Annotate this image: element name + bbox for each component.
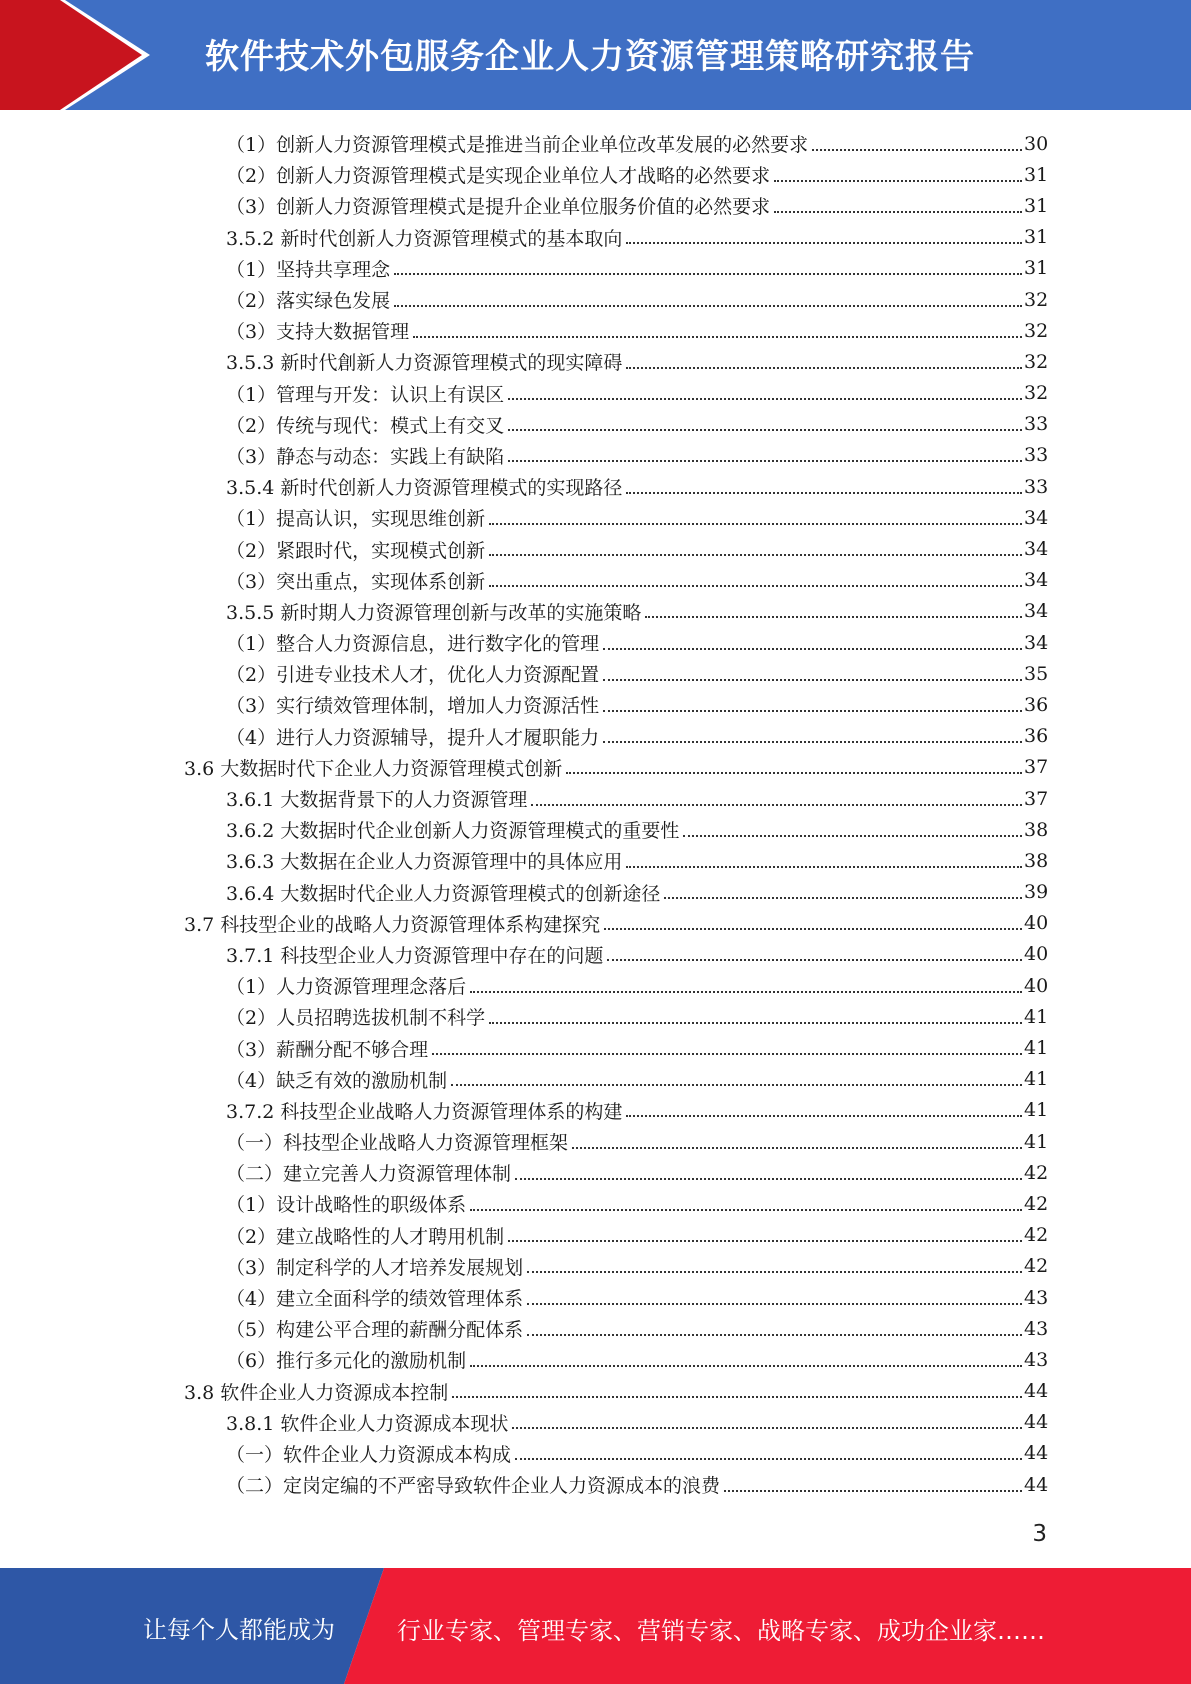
toc-entry[interactable] — [0, 814, 1191, 845]
toc-entry-title: （一）科技型企业战略人力资源管理框架 — [226, 1132, 569, 1155]
toc-entry-page: 38 — [1024, 849, 1049, 872]
toc-entry[interactable] — [0, 721, 1191, 752]
toc-dot-leader — [626, 242, 1022, 244]
toc-entry-page: 41 — [1024, 1068, 1049, 1091]
toc-entry[interactable] — [0, 752, 1191, 783]
toc-entry[interactable] — [0, 1251, 1191, 1282]
toc-entry[interactable] — [0, 1313, 1191, 1344]
toc-entry[interactable] — [0, 1032, 1191, 1063]
toc-entry-page: 37 — [1024, 756, 1049, 779]
toc-dot-leader — [451, 1084, 1022, 1086]
toc-entry[interactable] — [0, 409, 1191, 440]
toc-entry-title: （1）设计战略性的职级体系 — [226, 1194, 467, 1217]
toc-dot-leader — [603, 679, 1022, 681]
toc-entry-title: （2）落实绿色发展 — [226, 290, 391, 313]
toc-dot-leader — [508, 429, 1022, 431]
toc-entry[interactable] — [0, 1001, 1191, 1032]
toc-entry[interactable] — [0, 970, 1191, 1001]
toc-entry[interactable] — [0, 1469, 1191, 1500]
header-banner — [0, 0, 1191, 110]
toc-entry[interactable] — [0, 908, 1191, 939]
toc-dot-leader — [527, 1303, 1022, 1305]
footer-slogan-right: 行业专家、管理专家、营销专家、战略专家、成功企业家…… — [397, 1617, 1045, 1645]
toc-entry[interactable] — [0, 1344, 1191, 1375]
toc-dot-leader — [394, 273, 1022, 275]
toc-entry-title: （2）紧跟时代，实现模式创新 — [226, 539, 486, 562]
header-arrow-icon — [0, 0, 160, 110]
toc-entry[interactable] — [0, 1407, 1191, 1438]
toc-entry[interactable] — [0, 502, 1191, 533]
toc-entry[interactable] — [0, 253, 1191, 284]
footer-banner — [0, 1568, 1191, 1684]
toc-entry-page: 41 — [1024, 1130, 1049, 1153]
toc-entry[interactable] — [0, 284, 1191, 315]
toc-dot-leader — [607, 959, 1022, 961]
toc-dot-leader — [470, 1209, 1022, 1211]
toc-entry-page: 40 — [1024, 943, 1049, 966]
toc-entry-page: 43 — [1024, 1286, 1049, 1309]
toc-entry-title: （4）进行人力资源辅导，提升人才履职能力 — [226, 726, 600, 749]
toc-entry-page: 31 — [1024, 163, 1049, 186]
toc-dot-leader — [470, 991, 1022, 993]
toc-dot-leader — [604, 928, 1022, 930]
toc-dot-leader — [626, 866, 1022, 868]
toc-dot-leader — [508, 460, 1022, 462]
toc-entry-title: 3.5.4 新时代创新人力资源管理模式的实现路径 — [226, 477, 623, 500]
toc-entry-page: 38 — [1024, 818, 1049, 841]
toc-entry-page: 32 — [1024, 350, 1049, 373]
toc-dot-leader — [603, 648, 1022, 650]
toc-dot-leader — [664, 897, 1022, 899]
toc-entry-title: （1）人力资源管理理念落后 — [226, 976, 467, 999]
toc-entry-page: 41 — [1024, 1037, 1049, 1060]
toc-entry-title: 3.5.3 新时代創新人力资源管理模式的现实障碍 — [226, 352, 623, 375]
toc-dot-leader — [812, 149, 1022, 151]
toc-entry-title: 3.8.1 软件企业人力资源成本现状 — [226, 1412, 509, 1435]
toc-entry-title: （1）整合人力资源信息，进行数字化的管理 — [226, 633, 600, 656]
toc-dot-leader — [527, 1271, 1022, 1273]
toc-dot-leader — [603, 741, 1022, 743]
toc-entry-page: 44 — [1024, 1380, 1049, 1403]
toc-dot-leader — [527, 1334, 1022, 1336]
toc-dot-leader — [489, 523, 1022, 525]
toc-entry-title: （6）推行多元化的激励机制 — [226, 1350, 467, 1373]
toc-dot-leader — [626, 367, 1022, 369]
toc-entry[interactable] — [0, 877, 1191, 908]
toc-entry-page: 31 — [1024, 226, 1049, 249]
toc-entry-title: 3.8 软件企业人力资源成本控制 — [184, 1381, 449, 1404]
toc-entry-title: （2）传统与现代：模式上有交叉 — [226, 414, 505, 437]
toc-entry-page: 33 — [1024, 444, 1049, 467]
toc-entry-title: 3.6.3 大数据在企业人力资源管理中的具体应用 — [226, 851, 623, 874]
toc-entry-title: （2）创新人力资源管理模式是实现企业单位人才战略的必然要求 — [226, 165, 771, 188]
toc-entry-title: 3.7.1 科技型企业人力资源管理中存在的问题 — [226, 944, 604, 967]
toc-entry-title: （4）建立全面科学的绩效管理体系 — [226, 1288, 524, 1311]
toc-entry-title: （2）人员招聘选拔机制不科学 — [226, 1007, 486, 1030]
toc-dot-leader — [645, 616, 1022, 618]
toc-entry-title: （4）缺乏有效的激励机制 — [226, 1069, 448, 1092]
toc-entry-title: （3）支持大数据管理 — [226, 321, 410, 344]
toc-entry[interactable] — [0, 1282, 1191, 1313]
toc-dot-leader — [683, 835, 1022, 837]
table-of-contents — [0, 128, 1191, 1500]
toc-entry[interactable] — [0, 1376, 1191, 1407]
toc-entry-title: （3）制定科学的人才培养发展规划 — [226, 1256, 524, 1279]
toc-dot-leader — [394, 305, 1022, 307]
toc-entry-title: （1）创新人力资源管理模式是推进当前企业单位改革发展的必然要求 — [226, 134, 809, 157]
toc-dot-leader — [603, 710, 1022, 712]
toc-dot-leader — [531, 804, 1022, 806]
toc-entry-title: 3.6.4 大数据时代企业人力资源管理模式的创新途径 — [226, 882, 661, 905]
toc-entry-title: （3）突出重点，实现体系创新 — [226, 570, 486, 593]
toc-entry[interactable] — [0, 128, 1191, 159]
toc-entry-page: 33 — [1024, 413, 1049, 436]
toc-entry-page: 42 — [1024, 1161, 1049, 1184]
toc-entry[interactable] — [0, 1126, 1191, 1157]
toc-entry-page: 40 — [1024, 974, 1049, 997]
toc-entry-title: （1）管理与开发：认识上有误区 — [226, 383, 505, 406]
toc-entry-page: 34 — [1024, 600, 1049, 623]
toc-entry[interactable] — [0, 533, 1191, 564]
toc-entry-page: 34 — [1024, 538, 1049, 561]
toc-entry-title: （2）引进专业技术人才，优化人力资源配置 — [226, 664, 600, 687]
toc-entry-page: 43 — [1024, 1348, 1049, 1371]
toc-entry-page: 32 — [1024, 382, 1049, 405]
toc-entry-page: 42 — [1024, 1192, 1049, 1215]
toc-entry[interactable] — [0, 222, 1191, 253]
toc-entry[interactable] — [0, 1095, 1191, 1126]
toc-entry[interactable] — [0, 315, 1191, 346]
toc-dot-leader — [508, 398, 1022, 400]
toc-entry[interactable] — [0, 1064, 1191, 1095]
toc-entry[interactable] — [0, 346, 1191, 377]
toc-entry-page: 41 — [1024, 1099, 1049, 1122]
toc-dot-leader — [515, 1458, 1022, 1460]
toc-entry[interactable] — [0, 378, 1191, 409]
toc-entry[interactable] — [0, 596, 1191, 627]
toc-entry-page: 31 — [1024, 194, 1049, 217]
toc-entry[interactable] — [0, 440, 1191, 471]
toc-entry[interactable] — [0, 627, 1191, 658]
toc-dot-leader — [626, 492, 1022, 494]
toc-entry-title: 3.6.1 大数据背景下的人力资源管理 — [226, 789, 528, 812]
toc-entry-page: 33 — [1024, 475, 1049, 498]
toc-entry-title: 3.5.2 新时代创新人力资源管理模式的基本取向 — [226, 227, 623, 250]
toc-dot-leader — [508, 1240, 1022, 1242]
toc-entry-page: 37 — [1024, 787, 1049, 810]
toc-entry[interactable] — [0, 1220, 1191, 1251]
toc-entry[interactable] — [0, 939, 1191, 970]
toc-entry[interactable] — [0, 658, 1191, 689]
toc-entry-page: 36 — [1024, 693, 1049, 716]
toc-entry-page: 42 — [1024, 1224, 1049, 1247]
toc-entry[interactable] — [0, 845, 1191, 876]
toc-dot-leader — [774, 180, 1022, 182]
toc-entry-page: 41 — [1024, 1005, 1049, 1028]
toc-entry-page: 30 — [1024, 132, 1049, 155]
toc-entry-title: （二）建立完善人力资源管理体制 — [226, 1163, 512, 1186]
toc-entry-page: 34 — [1024, 569, 1049, 592]
toc-dot-leader — [489, 554, 1022, 556]
toc-entry-page: 32 — [1024, 319, 1049, 342]
toc-dot-leader — [572, 1147, 1022, 1149]
toc-entry-title: （1）提高认识，实现思维创新 — [226, 508, 486, 531]
toc-entry-title: （3）实行绩效管理体制，增加人力资源活性 — [226, 695, 600, 718]
toc-entry-page: 44 — [1024, 1411, 1049, 1434]
toc-entry-page: 34 — [1024, 631, 1049, 654]
toc-dot-leader — [470, 1365, 1022, 1367]
toc-entry[interactable] — [0, 159, 1191, 190]
toc-dot-leader — [512, 1427, 1022, 1429]
toc-entry-title: （3）薪酬分配不够合理 — [226, 1038, 429, 1061]
toc-entry-page: 42 — [1024, 1255, 1049, 1278]
toc-dot-leader — [489, 585, 1022, 587]
toc-entry-title: （二）定岗定编的不严密导致软件企业人力资源成本的浪费 — [226, 1475, 721, 1498]
toc-entry-page: 39 — [1024, 881, 1049, 904]
toc-entry[interactable] — [0, 1438, 1191, 1469]
toc-entry-page: 40 — [1024, 912, 1049, 935]
toc-entry[interactable] — [0, 190, 1191, 221]
toc-entry-title: 3.5.5 新时期人力资源管理创新与改革的实施策略 — [226, 601, 642, 624]
toc-entry[interactable] — [0, 1188, 1191, 1219]
page-number: 3 — [1032, 1521, 1047, 1547]
toc-dot-leader — [432, 1053, 1022, 1055]
toc-dot-leader — [724, 1490, 1022, 1492]
toc-entry-title: 3.7 科技型企业的战略人力资源管理体系构建探究 — [184, 913, 601, 936]
toc-entry[interactable] — [0, 783, 1191, 814]
toc-entry-title: 3.6.2 大数据时代企业创新人力资源管理模式的重要性 — [226, 820, 680, 843]
toc-dot-leader — [774, 211, 1022, 213]
toc-entry-page: 31 — [1024, 257, 1049, 280]
toc-entry-title: 3.6 大数据时代下企业人力资源管理模式创新 — [184, 757, 563, 780]
toc-entry-page: 35 — [1024, 662, 1049, 685]
toc-entry-page: 34 — [1024, 506, 1049, 529]
document-title: 软件技术外包服务企业人力资源管理策略研究报告 — [205, 37, 975, 77]
toc-entry-title: （3）静态与动态：实践上有缺陷 — [226, 445, 505, 468]
toc-entry[interactable] — [0, 1157, 1191, 1188]
toc-entry-page: 44 — [1024, 1473, 1049, 1496]
toc-entry-page: 44 — [1024, 1442, 1049, 1465]
toc-dot-leader — [413, 336, 1022, 338]
toc-dot-leader — [489, 1022, 1022, 1024]
toc-entry-title: （2）建立战略性的人才聘用机制 — [226, 1225, 505, 1248]
toc-entry-page: 43 — [1024, 1317, 1049, 1340]
toc-dot-leader — [566, 772, 1022, 774]
toc-dot-leader — [452, 1396, 1022, 1398]
footer-slogan-left: 让每个人都能成为 — [143, 1616, 335, 1644]
toc-entry-title: （1）坚持共享理念 — [226, 258, 391, 281]
toc-entry[interactable] — [0, 689, 1191, 720]
toc-dot-leader — [626, 1115, 1022, 1117]
toc-entry[interactable] — [0, 471, 1191, 502]
toc-entry[interactable] — [0, 565, 1191, 596]
toc-entry-page: 32 — [1024, 288, 1049, 311]
toc-entry-title: （5）构建公平合理的薪酬分配体系 — [226, 1319, 524, 1342]
toc-entry-title: （3）创新人力资源管理模式是提升企业单位服务价值的必然要求 — [226, 196, 771, 219]
toc-entry-page: 36 — [1024, 725, 1049, 748]
toc-entry-title: （一）软件企业人力资源成本构成 — [226, 1443, 512, 1466]
toc-dot-leader — [515, 1178, 1022, 1180]
toc-entry-title: 3.7.2 科技型企业战略人力资源管理体系的构建 — [226, 1100, 623, 1123]
